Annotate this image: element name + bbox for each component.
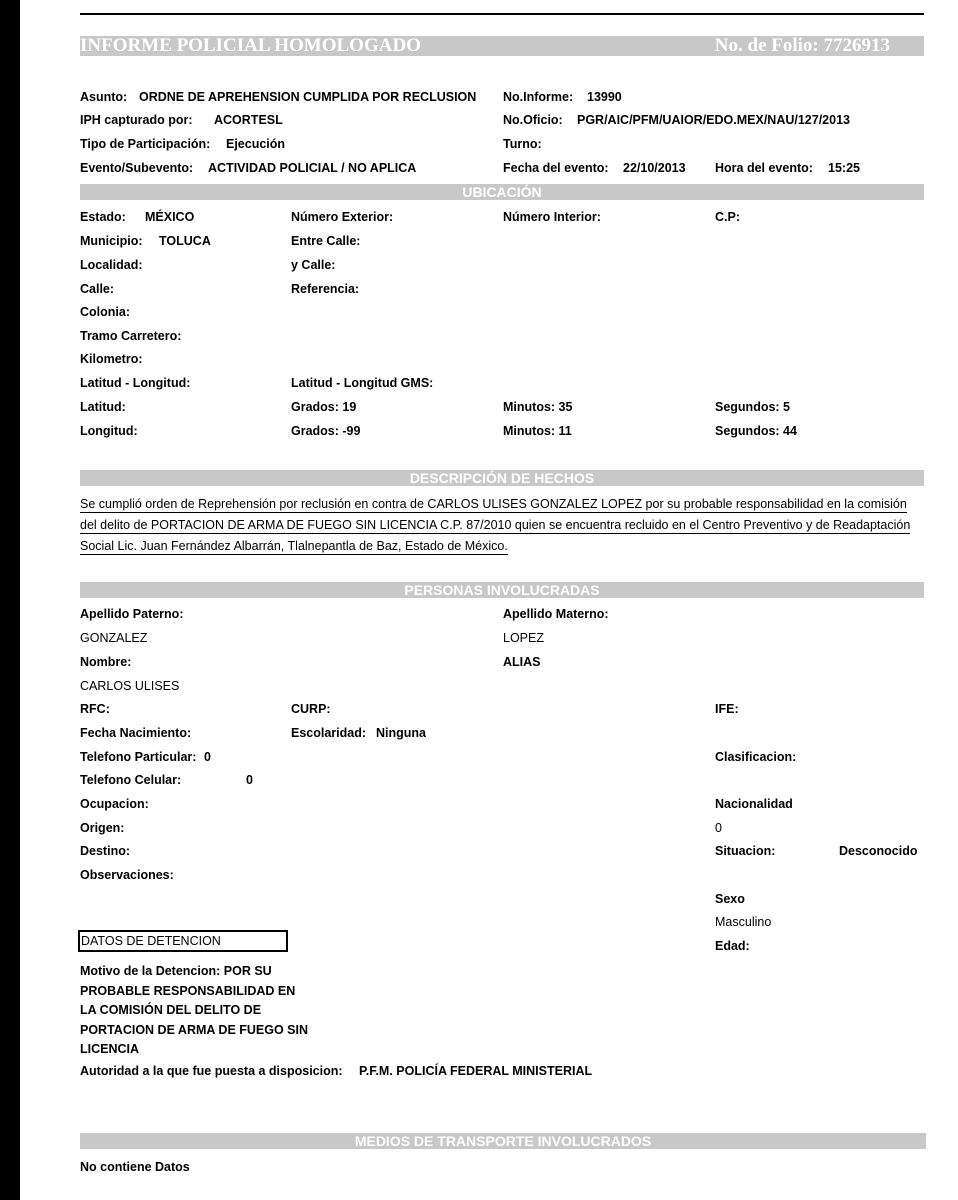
asunto-label: Asunto:	[80, 90, 128, 104]
curp-label: CURP:	[291, 702, 331, 716]
descripcion-text-block	[80, 494, 925, 557]
fecha-evento-value: 22/10/2013	[623, 161, 686, 175]
nombre-value: CARLOS ULISES	[80, 679, 180, 693]
left-margin-bar	[0, 0, 20, 1200]
escolaridad-value: Ninguna	[376, 726, 426, 740]
folio-number: No. de Folio: 7726913	[714, 35, 890, 56]
hora-evento-label: Hora del evento:	[715, 161, 813, 175]
municipio-value: TOLUCA	[159, 234, 211, 248]
iph-value: ACORTESL	[214, 113, 283, 127]
ife-label: IFE:	[715, 702, 739, 716]
kilometro-label: Kilometro:	[80, 352, 143, 366]
telefono-particular-label: Telefono Particular:	[80, 750, 197, 764]
telefono-particular-value: 0	[204, 750, 211, 764]
longitud-label: Longitud:	[80, 424, 138, 438]
situacion-value: Desconocido	[839, 844, 918, 858]
transporte-no-data: No contiene Datos	[80, 1160, 190, 1174]
datos-detencion-box: DATOS DE DETENCION	[78, 930, 288, 952]
situacion-label: Situacion:	[715, 844, 776, 858]
autoridad-label: Autoridad a la que fue puesta a disposicion:	[80, 1064, 343, 1078]
apellido-paterno-label: Apellido Paterno:	[80, 607, 184, 621]
longitud-segundos: Segundos: 44	[715, 424, 797, 438]
latitud-longitud-gms-label: Latitud - Longitud GMS:	[291, 376, 434, 390]
numero-interior-label: Número Interior:	[503, 210, 601, 224]
tipo-participacion-value: Ejecución	[226, 137, 286, 151]
entre-calle-label: Entre Calle:	[291, 234, 361, 248]
tramo-carretero-label: Tramo Carretero:	[80, 329, 182, 343]
asunto-value: ORDNE DE APREHENSION CUMPLIDA POR RECLUSION	[139, 90, 477, 104]
latitud-grados: Grados: 19	[291, 400, 357, 414]
edad-label: Edad:	[715, 939, 750, 953]
localidad-label: Localidad:	[80, 258, 143, 272]
latitud-longitud-label: Latitud - Longitud:	[80, 376, 191, 390]
observaciones-label: Observaciones:	[80, 868, 174, 882]
sexo-label: Sexo	[715, 892, 745, 906]
latitud-minutos: Minutos: 35	[503, 400, 573, 414]
autoridad-value: P.F.M. POLICÍA FEDERAL MINISTERIAL	[359, 1064, 593, 1078]
calle-label: Calle:	[80, 282, 115, 296]
evento-value: ACTIVIDAD POLICIAL / NO APLICA	[208, 161, 417, 175]
personas-section-bar: PERSONAS INVOLUCRADAS	[80, 582, 924, 598]
apellido-paterno-value: GONZALEZ	[80, 631, 148, 645]
escolaridad-label: Escolaridad:	[291, 726, 367, 740]
alias-label: ALIAS	[503, 655, 541, 669]
y-calle-label: y Calle:	[291, 258, 336, 272]
referencia-label: Referencia:	[291, 282, 360, 296]
turno-label: Turno:	[503, 137, 542, 151]
apellido-materno-value: LOPEZ	[503, 631, 544, 645]
latitud-label: Latitud:	[80, 400, 126, 414]
motivo-detencion: Motivo de la Detencion: POR SU PROBABLE RESPONSABILIDAD EN LA COMISIÓN DEL DELITO DE PORTACION DE ARMA DE FUEGO SIN LICENCIA	[80, 964, 309, 1056]
estado-value: MÉXICO	[145, 210, 195, 224]
estado-label: Estado:	[80, 210, 126, 224]
fecha-evento-label: Fecha del evento:	[503, 161, 609, 175]
cp-label: C.P:	[715, 210, 740, 224]
top-rule	[80, 13, 924, 15]
origen-label: Origen:	[80, 821, 125, 835]
descripcion-text: Se cumplió orden de Reprehensión por reclusión en contra de CARLOS ULISES GONZALEZ LOPEZ por su probable responsabilidad en la comisión del delito de PORTACION DE ARMA DE FUEGO SIN LICENCIA C.P. 87/2010 quien se encuentra recluido en el Centro Preventivo y de Readaptación Social Lic. Juan Fernández Albarrán, Tlalnepantla de Baz, Estado de México.	[80, 497, 911, 553]
report-header	[80, 36, 924, 56]
hora-evento-value: 15:25	[828, 161, 860, 175]
no-oficio-value: PGR/AIC/PFM/UAIOR/EDO.MEX/NAU/127/2013	[577, 113, 850, 127]
transporte-section-bar: MEDIOS DE TRANSPORTE INVOLUCRADOS	[80, 1133, 926, 1149]
descripcion-section-bar: DESCRIPCIÓN DE HECHOS	[80, 470, 924, 486]
sexo-value: Masculino	[715, 915, 772, 929]
apellido-materno-label: Apellido Materno:	[503, 607, 609, 621]
latitud-segundos: Segundos: 5	[715, 400, 791, 414]
nombre-label: Nombre:	[80, 655, 132, 669]
telefono-celular-label: Telefono Celular:	[80, 773, 182, 787]
iph-label: IPH capturado por:	[80, 113, 193, 127]
numero-exterior-label: Número Exterior:	[291, 210, 394, 224]
destino-label: Destino:	[80, 844, 130, 858]
telefono-celular-value: 0	[246, 773, 253, 787]
ocupacion-label: Ocupacion:	[80, 797, 149, 811]
fecha-nacimiento-label: Fecha Nacimiento:	[80, 726, 192, 740]
evento-label: Evento/Subevento:	[80, 161, 194, 175]
nacionalidad-label: Nacionalidad	[715, 797, 793, 811]
municipio-label: Municipio:	[80, 234, 143, 248]
tipo-participacion-label: Tipo de Participación:	[80, 137, 211, 151]
report-title: INFORME POLICIAL HOMOLOGADO	[80, 35, 421, 56]
no-oficio-label: No.Oficio:	[503, 113, 563, 127]
nacionalidad-value: 0	[715, 821, 722, 835]
no-informe-value: 13990	[587, 90, 622, 104]
clasificacion-label: Clasificacion:	[715, 750, 797, 764]
longitud-minutos: Minutos: 11	[503, 424, 572, 438]
longitud-grados: Grados: -99	[291, 424, 361, 438]
no-informe-label: No.Informe:	[503, 90, 574, 104]
colonia-label: Colonia:	[80, 305, 130, 319]
ubicacion-section-bar: UBICACIÓN	[80, 184, 924, 200]
rfc-label: RFC:	[80, 702, 110, 716]
